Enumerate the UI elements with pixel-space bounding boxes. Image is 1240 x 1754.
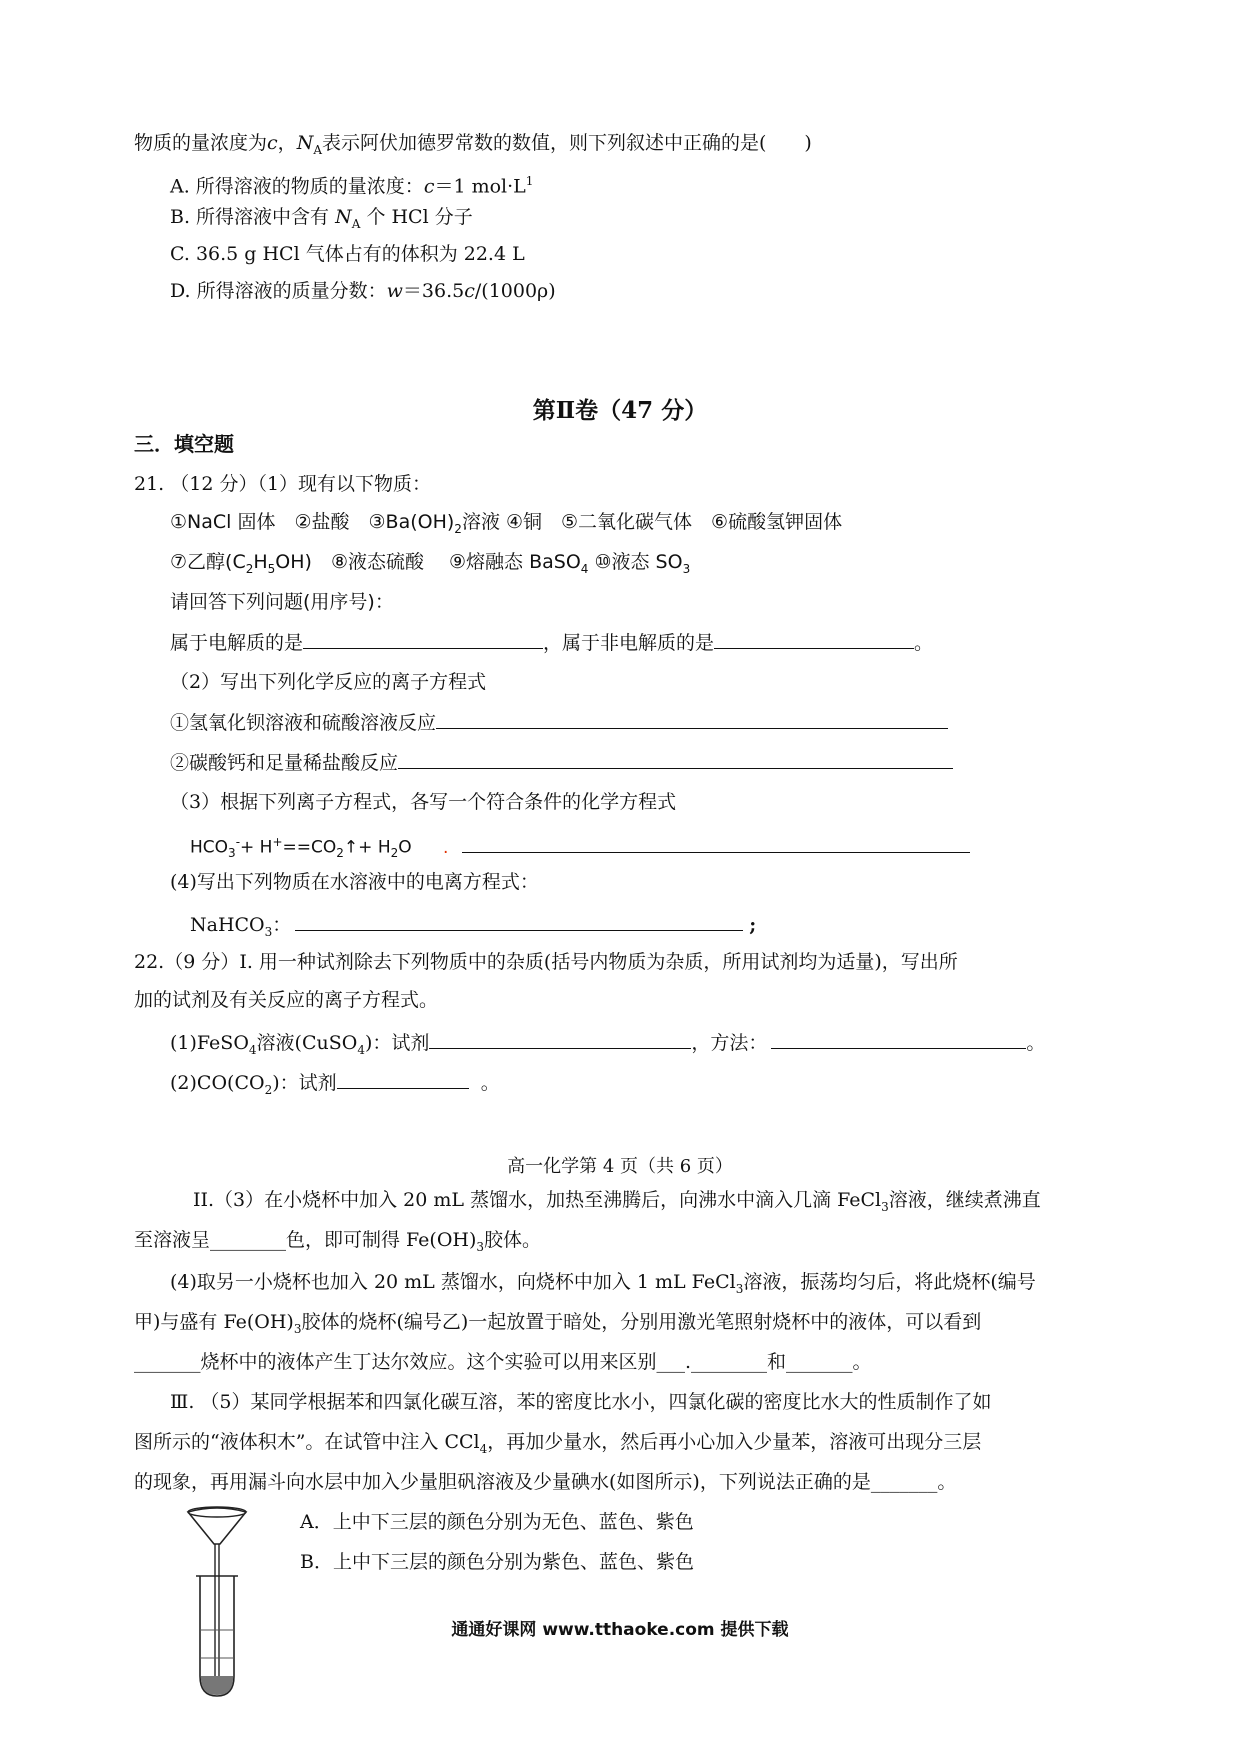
q21-l1b: 溶液 ④铜 ⑤二氧化碳气体 ⑥硫酸氢钾固体 — [461, 511, 843, 533]
q22-iii-line3: 的现象，再用漏斗向水层中加入少量胆矾溶液及少量碘水(如图所示)，下列说法正确的是_______。 — [134, 1471, 957, 1493]
q22-item2 — [170, 1070, 500, 1102]
q21-q1a: 属于电解质的是 — [170, 632, 304, 654]
q21-part2b — [170, 750, 953, 775]
q22-head: 22.（9 分）Ⅰ. 用一种试剂除去下列物质中的杂质(括号内物质为杂质，所用试剂均为适量)，写出所 — [134, 951, 958, 973]
q22-iii-option-b: B．上中下三层的颜色分别为紫色、蓝色、紫色 — [300, 1551, 694, 1573]
ii-l1a: II.（3）在小烧杯中加入 20 mL 蒸馏水，加热至沸腾后，向沸水中滴入几滴 FeCl — [193, 1189, 882, 1211]
q22-ii-line4 — [134, 1310, 981, 1341]
q21-part1 — [170, 630, 933, 655]
method-blank[interactable] — [771, 1030, 1026, 1049]
q21-ask: 请回答下列问题(用序号)： — [170, 591, 394, 613]
ii-l3a: (4)取另一小烧杯也加入 20 mL 蒸馏水，向烧杯中加入 1 mL FeCl — [170, 1271, 736, 1293]
download-watermark: 通通好课网 www.tthaoke.com 提供下载 — [451, 1620, 789, 1640]
electrolyte-blank[interactable] — [303, 630, 543, 649]
eq-sup1: - — [235, 835, 241, 849]
q22-i2-end: 。 — [480, 1072, 500, 1094]
ionic-eq-blank-2[interactable] — [398, 750, 953, 769]
ii-l2b: 胶体。 — [484, 1229, 542, 1251]
iii-l2-s: 4 — [479, 1441, 488, 1456]
ii-l1b: 溶液，继续煮沸直 — [888, 1189, 1041, 1211]
q20-stem-mid: ， — [277, 132, 297, 154]
q20-opt-a-pre: A. 所得溶液的物质的量浓度： — [170, 175, 424, 198]
q20-opt-d-w: w — [386, 280, 403, 302]
test-tube-funnel-figure — [182, 1500, 252, 1700]
section-heading: 三．填空题 — [134, 432, 234, 456]
q20-option-c: C. 36.5 g HCl 气体占有的体积为 22.4 L — [170, 243, 525, 265]
q22-iii-line1: Ⅲ. （5）某同学根据苯和四氯化碳互溶，苯的密度比水小，四氯化碳的密度比水大的性质制作了如 — [170, 1391, 992, 1413]
q21-q1b: ，属于非电解质的是 — [543, 632, 715, 654]
q21-substances-line2 — [170, 550, 690, 581]
q22-ii-line3 — [170, 1270, 1036, 1301]
q20-stem-pre: 物质的量浓度为 — [134, 132, 268, 154]
q21-ion-equation — [190, 830, 970, 865]
q21-p4a-sub: 3 — [264, 924, 273, 939]
q21-part4: (4)写出下列物质在水溶液中的电离方程式： — [170, 871, 539, 893]
ii-l1-s: 3 — [881, 1199, 889, 1214]
funnel-icon — [188, 1508, 246, 1544]
q21-p2b-text: ②碳酸钙和足量稀盐酸反应 — [170, 752, 399, 774]
page-footer: 高一化学第 4 页（共 6 页） — [507, 1156, 733, 1177]
ii-l4-s: 3 — [293, 1321, 302, 1336]
q21-l2-s2: 5 — [267, 561, 276, 576]
q20-opt-a-sup: 1 — [525, 174, 534, 188]
q22-item1 — [170, 1030, 1045, 1062]
eq-sup2: + — [272, 835, 283, 849]
q20-opt-b-na: N — [335, 206, 352, 228]
q21-l2-s4: 3 — [682, 561, 691, 576]
q22-i2b: )：试剂 — [272, 1072, 337, 1094]
q22-i1-s2: 4 — [357, 1042, 365, 1057]
q21-l2d: ⑩液态 SO — [594, 551, 683, 573]
q21-p4a-colon: ： — [272, 914, 292, 936]
q20-stem-post: 表示阿伏加德罗常数的数值，则下列叙述中正确的是( ) — [321, 132, 812, 154]
q20-stem-na-sub: A — [313, 142, 322, 157]
q20-opt-d-post: ＝36.5 — [402, 280, 465, 302]
q22-i1d: ，方法： — [691, 1032, 768, 1054]
ii-l4a: 甲)与盛有 Fe(OH) — [134, 1311, 294, 1333]
q21-l2-s1: 2 — [245, 561, 254, 576]
q22-i2-s: 2 — [264, 1082, 273, 1097]
reagent-blank-1[interactable] — [429, 1030, 691, 1049]
q20-opt-b-post: 个 HCl 分子 — [366, 206, 473, 228]
q20-opt-d-c: c — [464, 280, 475, 302]
q20-opt-d-pre: D. 所得溶液的质量分数： — [170, 280, 387, 302]
ii-l4b: 胶体的烧杯(编号乙)一起放置于暗处，分别用激光笔照射烧杯中的液体，可以看到 — [301, 1311, 982, 1333]
eq-s2: 2 — [336, 846, 344, 861]
q22-i1c: )：试剂 — [364, 1032, 430, 1054]
q21-l2a: ⑦乙醇(C — [170, 551, 246, 573]
q22-i2a: (2)CO(CO — [170, 1072, 265, 1094]
q21-l2-s3: 4 — [580, 561, 589, 576]
q21-head: 21. （12 分）（1）现有以下物质： — [134, 473, 432, 495]
q20-stem — [134, 131, 812, 162]
q21-part2: （2）写出下列化学反应的离子方程式 — [170, 671, 487, 693]
q20-option-a — [170, 169, 533, 198]
ii-l2a: 至溶液呈________色，即可制得 Fe(OH) — [134, 1229, 477, 1251]
ii-l2-s: 3 — [476, 1239, 485, 1254]
iii-l2b: ，再加少量水，然后再小心加入少量苯，溶液可出现分三层 — [487, 1431, 982, 1453]
q21-p4a-text: NaHCO — [190, 914, 265, 936]
eq-s3: 2 — [390, 846, 399, 861]
section-title: 第Ⅱ卷（47 分） — [532, 397, 708, 424]
q21-p2a-text: ①氢氧化钡溶液和硫酸溶液反应 — [170, 712, 437, 734]
q20-stem-c: c — [267, 132, 278, 154]
q22-i1a: (1)FeSO — [170, 1032, 249, 1054]
q20-opt-d-end: /(1000ρ) — [474, 280, 556, 302]
nonelectrolyte-blank[interactable] — [714, 630, 914, 649]
q20-option-d — [170, 279, 556, 303]
q20-option-b — [170, 205, 473, 236]
q21-l2b: H — [253, 551, 268, 573]
q22-i1-s1: 4 — [248, 1042, 257, 1057]
eq-c: ==CO — [282, 837, 337, 858]
q22-i1b: 溶液(CuSO — [256, 1032, 358, 1054]
q22-head2: 加的试剂及有关反应的离子方程式。 — [134, 989, 439, 1011]
q21-part3: （3）根据下列离子方程式，各写一个符合条件的化学方程式 — [170, 791, 677, 813]
q22-iii-line2 — [134, 1430, 981, 1461]
eq-s1: 3 — [228, 846, 236, 861]
q21-q1end: 。 — [914, 632, 934, 654]
eq-b: + H — [240, 837, 273, 858]
chem-eq-blank[interactable] — [462, 834, 970, 853]
q21-l1a: ①NaCl 固体 ②盐酸 ③Ba(OH) — [170, 511, 455, 533]
red-dot: . — [443, 837, 449, 858]
ii-l3-s: 3 — [735, 1281, 744, 1296]
q20-opt-a-c: c — [423, 175, 435, 198]
reagent-blank-2[interactable] — [337, 1070, 469, 1089]
q22-iii-option-a: A．上中下三层的颜色分别为无色、蓝色、紫色 — [300, 1511, 694, 1533]
q21-l2c: OH) ⑧液态硫酸 ⑨熔融态 BaSO — [275, 551, 581, 573]
ionization-blank[interactable] — [295, 912, 743, 931]
q21-p4-end: ; — [749, 914, 757, 936]
q20-opt-b-pre: B. 所得溶液中含有 — [170, 206, 330, 228]
ionic-eq-blank-1[interactable] — [436, 710, 948, 729]
ii-l3b: 溶液，振荡均匀后，将此烧杯(编号 — [743, 1271, 1036, 1293]
q21-l1-sub: 2 — [454, 521, 462, 536]
q22-ii-line2 — [134, 1228, 541, 1259]
q22-ii-line1 — [193, 1188, 1041, 1219]
q22-i1-end: 。 — [1026, 1032, 1046, 1054]
iii-l2a: 图所示的“液体积木”。在试管中注入 CCl — [134, 1431, 480, 1453]
eq-e: O — [398, 837, 412, 858]
eq-d: ↑+ H — [343, 837, 391, 858]
eq-a: HCO — [190, 837, 229, 858]
q20-opt-a-post: ＝1 mol·L — [434, 175, 526, 198]
q22-ii-line5: _______烧杯中的液体产生丁达尔效应。这个实验可以用来区别___.________和_______。 — [134, 1351, 872, 1373]
q21-substances-line1 — [170, 510, 842, 541]
q20-opt-b-sub: A — [351, 216, 361, 231]
q20-stem-na: N — [296, 132, 314, 154]
q21-part2a — [170, 710, 948, 735]
q21-part4a — [190, 912, 756, 944]
